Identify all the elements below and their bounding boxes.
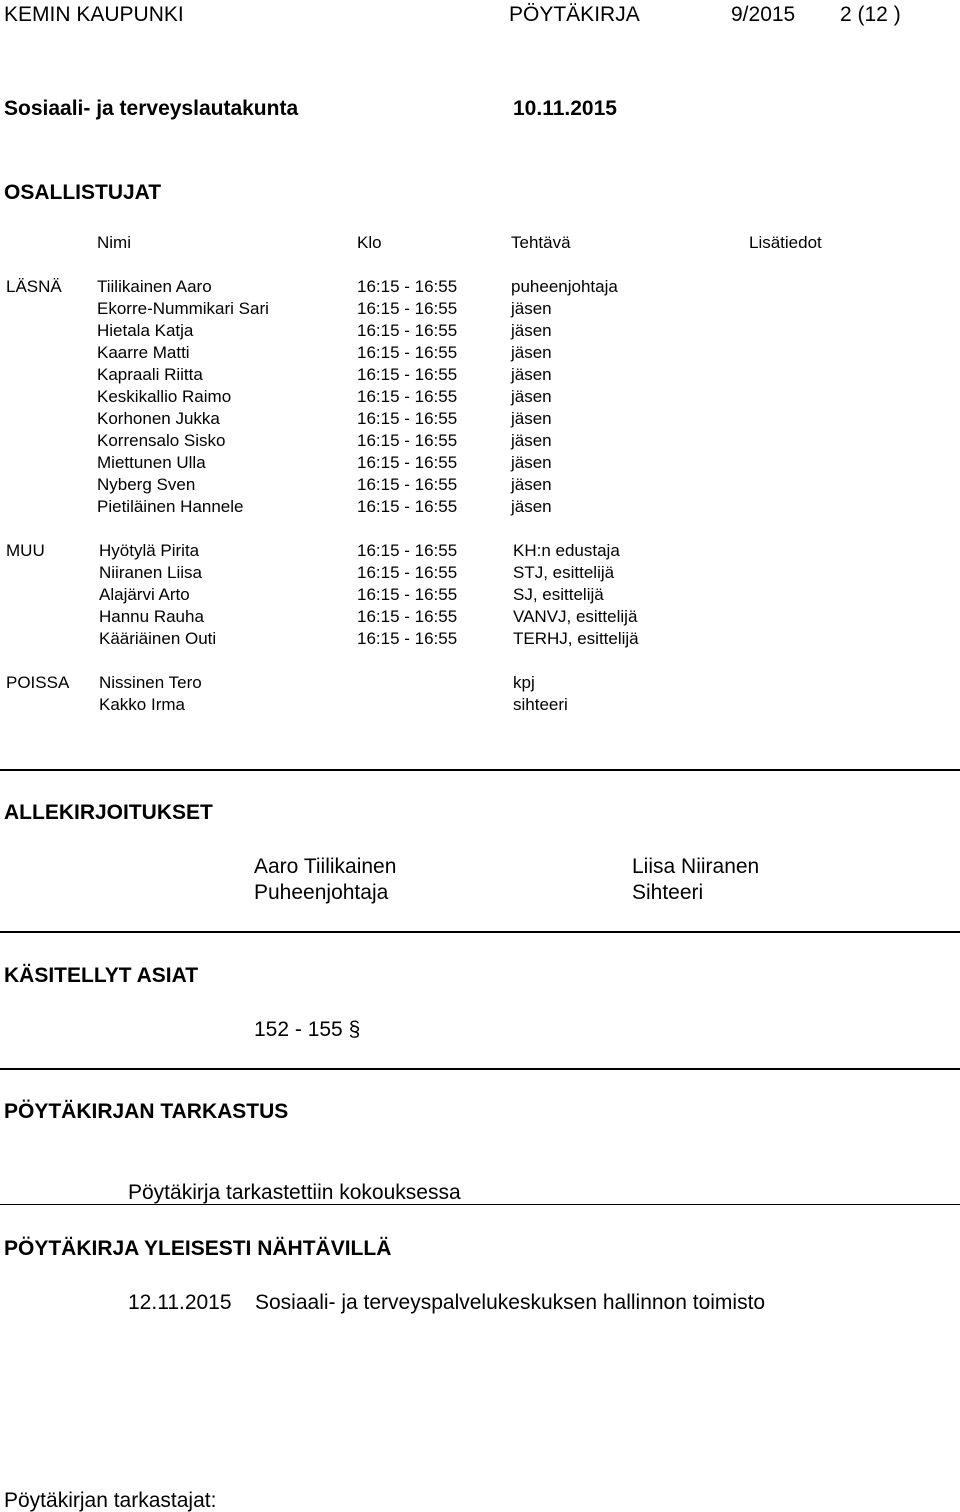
publication-title: PÖYTÄKIRJA YLEISESTI NÄHTÄVILLÄ xyxy=(4,1237,392,1260)
signatures-title: ALLEKIRJOITUKSET xyxy=(4,801,213,824)
participant-time: 16:15 - 16:55 xyxy=(357,409,458,428)
participant-role: jäsen xyxy=(511,387,552,406)
participant-time: 16:15 - 16:55 xyxy=(357,365,458,384)
participant-role: jäsen xyxy=(511,453,552,472)
participant-name: Ekorre-Nummikari Sari xyxy=(97,299,269,318)
board-name: Sosiaali- ja terveyslautakunta xyxy=(4,97,299,120)
participant-name: Hannu Rauha xyxy=(99,607,204,626)
group-label-other: MUU xyxy=(6,541,45,560)
column-header-time: Klo xyxy=(357,233,382,252)
participant-role: STJ, esittelijä xyxy=(513,563,615,582)
participant-time: 16:15 - 16:55 xyxy=(357,629,458,648)
secretary-role: Sihteeri xyxy=(632,881,704,904)
participant-name: Nissinen Tero xyxy=(99,673,202,692)
participant-time: 16:15 - 16:55 xyxy=(357,607,458,626)
participant-role: VANVJ, esittelijä xyxy=(513,607,638,626)
divider xyxy=(0,931,960,933)
participant-role: jäsen xyxy=(511,431,552,450)
divider xyxy=(0,1204,960,1205)
participant-role: jäsen xyxy=(511,475,552,494)
divider xyxy=(0,769,960,771)
group-label-present: LÄSNÄ xyxy=(6,277,62,296)
participant-name: Korrensalo Sisko xyxy=(97,431,226,450)
participant-role: jäsen xyxy=(511,299,552,318)
participant-name: Niiranen Liisa xyxy=(99,563,202,582)
participant-time: 16:15 - 16:55 xyxy=(357,475,458,494)
participant-role: jäsen xyxy=(511,409,552,428)
group-label-absent: POISSA xyxy=(6,673,70,692)
participant-time: 16:15 - 16:55 xyxy=(357,343,458,362)
chair-role: Puheenjohtaja xyxy=(254,881,389,904)
participant-name: Kaarre Matti xyxy=(97,343,190,362)
participant-role: SJ, esittelijä xyxy=(513,585,604,604)
participant-role: KH:n edustaja xyxy=(513,541,620,560)
city-name: KEMIN KAUPUNKI xyxy=(4,3,184,26)
participant-time: 16:15 - 16:55 xyxy=(357,497,458,516)
participant-name: Tiilikainen Aaro xyxy=(97,277,212,296)
column-header-role: Tehtävä xyxy=(511,233,571,252)
participant-time: 16:15 - 16:55 xyxy=(357,541,458,560)
participant-time: 16:15 - 16:55 xyxy=(357,321,458,340)
participant-role: kpj xyxy=(513,673,535,692)
publication-date: 12.11.2015 xyxy=(128,1291,232,1314)
review-text: Pöytäkirja tarkastettiin kokouksessa xyxy=(128,1181,461,1204)
participant-role: jäsen xyxy=(511,497,552,516)
publication-place: Sosiaali- ja terveyspalvelukeskuksen hallinnon toimisto xyxy=(255,1291,766,1314)
chair-name: Aaro Tiilikainen xyxy=(254,855,397,878)
participant-role: jäsen xyxy=(511,321,552,340)
review-title: PÖYTÄKIRJAN TARKASTUS xyxy=(4,1100,289,1123)
column-header-name: Nimi xyxy=(97,233,131,252)
participant-time: 16:15 - 16:55 xyxy=(357,453,458,472)
participant-time: 16:15 - 16:55 xyxy=(357,585,458,604)
participant-name: Kapraali Riitta xyxy=(97,365,203,384)
items-title: KÄSITELLYT ASIAT xyxy=(4,964,199,987)
participants-title: OSALLISTUJAT xyxy=(4,181,162,204)
secretary-name: Liisa Niiranen xyxy=(632,855,760,878)
page-number: 2 (12 ) xyxy=(840,3,901,26)
participant-name: Kakko Irma xyxy=(99,695,185,714)
participant-time: 16:15 - 16:55 xyxy=(357,299,458,318)
participant-name: Alajärvi Arto xyxy=(99,585,190,604)
participant-time: 16:15 - 16:55 xyxy=(357,431,458,450)
participant-role: jäsen xyxy=(511,343,552,362)
participant-role: TERHJ, esittelijä xyxy=(513,629,639,648)
items-range: 152 - 155 § xyxy=(254,1018,361,1041)
participant-name: Hyötylä Pirita xyxy=(99,541,200,560)
document-type: PÖYTÄKIRJA xyxy=(509,3,640,26)
divider xyxy=(0,1068,960,1070)
participant-name: Pietiläinen Hannele xyxy=(97,497,244,516)
participant-name: Nyberg Sven xyxy=(97,475,196,494)
document-number: 9/2015 xyxy=(731,3,796,26)
participant-name: Hietala Katja xyxy=(97,321,194,340)
participant-name: Keskikallio Raimo xyxy=(97,387,232,406)
meeting-date: 10.11.2015 xyxy=(513,97,617,120)
participant-name: Kääriäinen Outi xyxy=(99,629,217,648)
column-header-info: Lisätiedot xyxy=(749,233,822,252)
participant-time: 16:15 - 16:55 xyxy=(357,387,458,406)
participant-time: 16:15 - 16:55 xyxy=(357,563,458,582)
participant-time: 16:15 - 16:55 xyxy=(357,277,458,296)
participant-role: sihteeri xyxy=(513,695,568,714)
participant-name: Miettunen Ulla xyxy=(97,453,206,472)
participant-name: Korhonen Jukka xyxy=(97,409,220,428)
reviewers-label: Pöytäkirjan tarkastajat: xyxy=(4,1489,217,1512)
participant-role: jäsen xyxy=(511,365,552,384)
participant-role: puheenjohtaja xyxy=(511,277,618,296)
